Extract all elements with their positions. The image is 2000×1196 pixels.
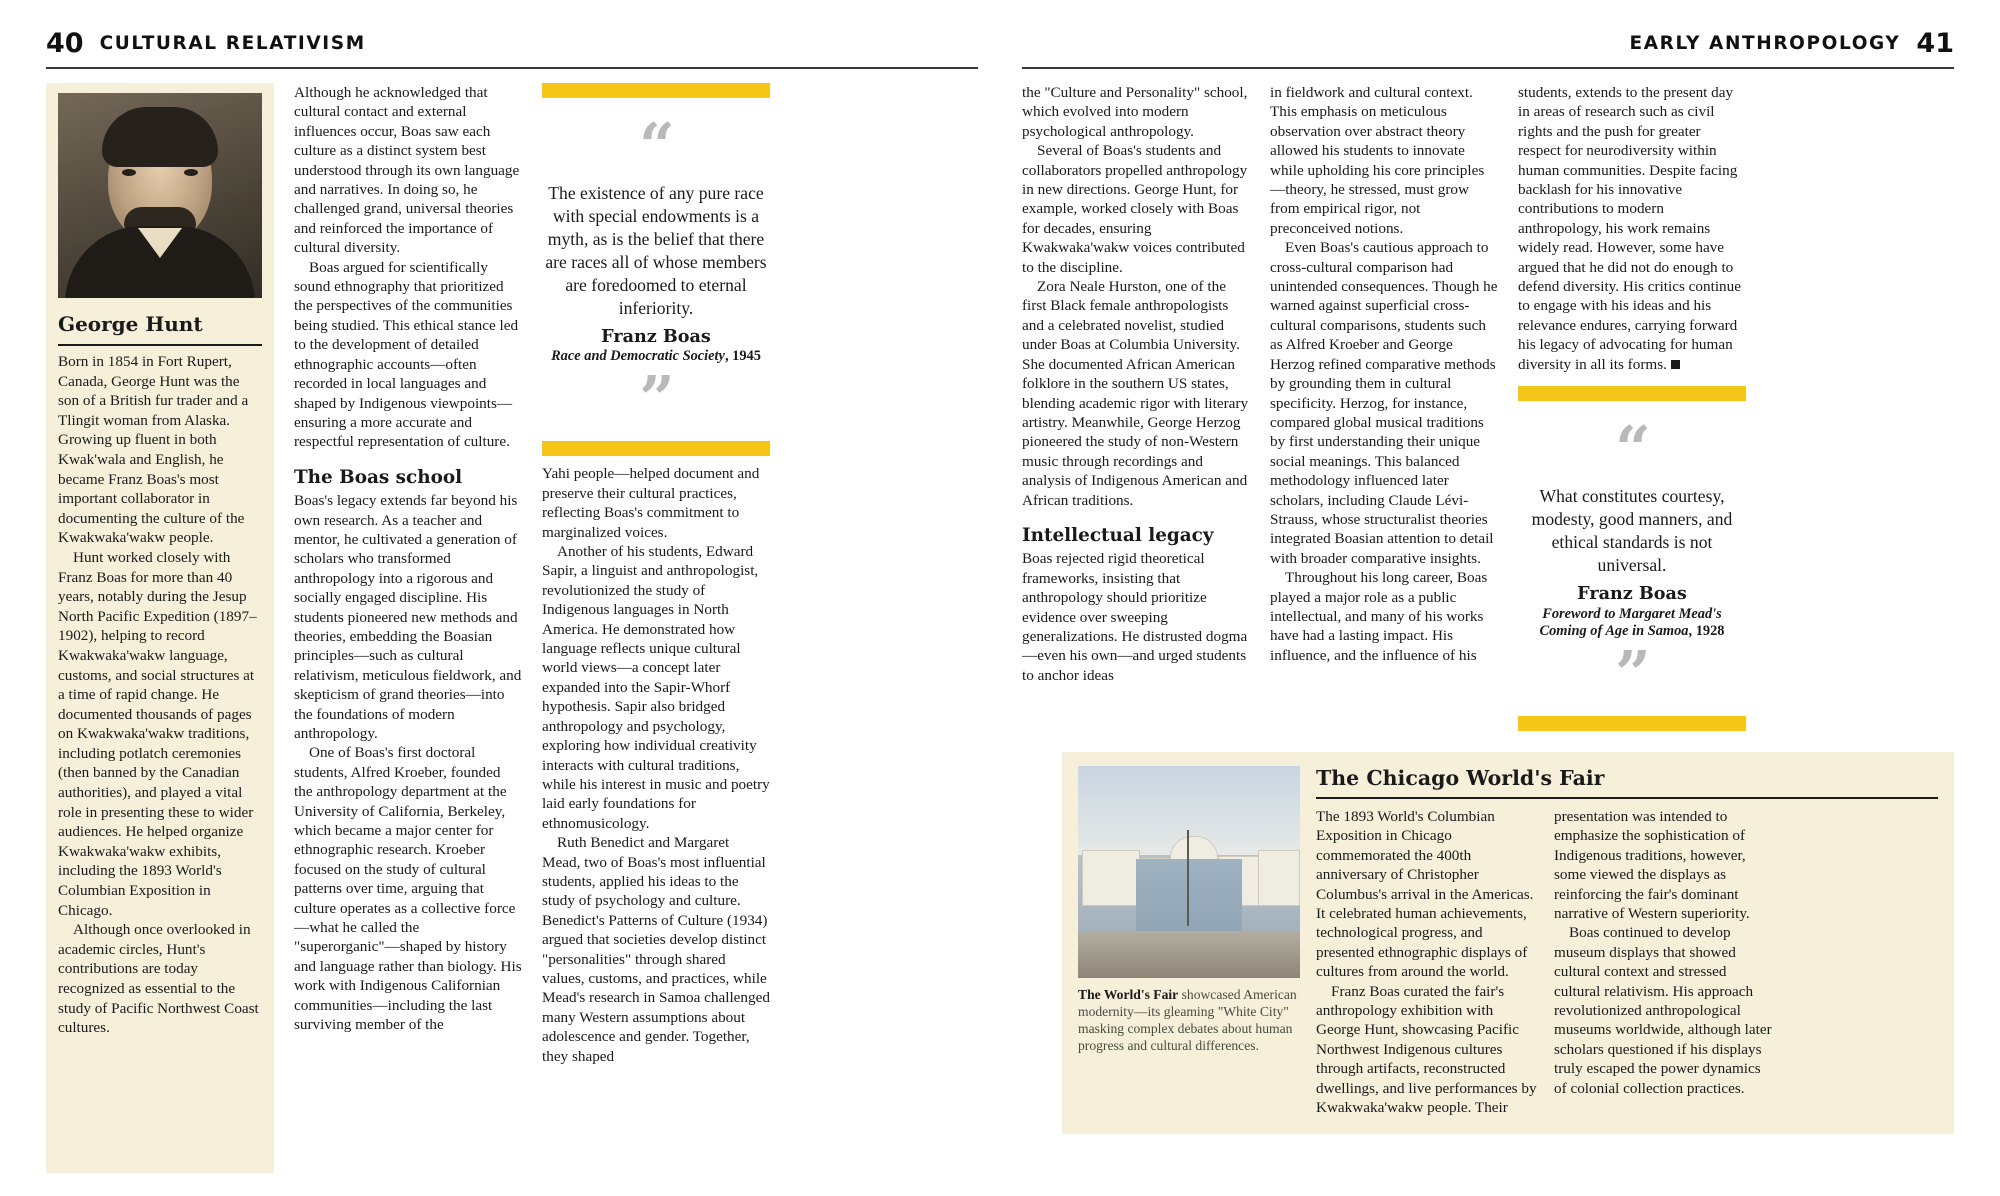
body-paragraph: the "Culture and Personality" school, which evolved into modern psychological anthropology.: [1022, 84, 1248, 140]
body-paragraph: Several of Boas's students and collaborators propelled anthropology in new directions. George Hunt, for example, worked closely with Boas for decades, ensuring Kwakwaka'wakw voices contributed to the discipline.: [1022, 142, 1248, 276]
chicago-worlds-fair-feature: [1062, 752, 1954, 1134]
figure-caption-text: showcased American modernity—its gleaming "White City" masking complex debates about human progress and cultural differences.: [1078, 987, 1297, 1053]
pull-quote-source-year: , 1945: [724, 348, 761, 365]
feature-paragraph: presentation was intended to emphasize the sophistication of Indigenous traditions, however, some viewed the displays as reinforcing the fair's dominant narrative of Western superiority.: [1554, 808, 1750, 923]
figure-caption: [1078, 986, 1300, 1054]
body-paragraph: Zora Neale Hurston, one of the first Black female anthropologists and a celebrated novelist, studied under Boas at Columbia University. She documented African American folklore in the southern US states, blending academic rigor with literary artistry. Meanwhile, George Herzog pioneered the study of non-Western music through recordings and analysis of Indigenous American and African traditions.: [1022, 278, 1249, 509]
feature-paragraph: Franz Boas curated the fair's anthropology exhibition with George Hunt, showcasing Pacific Northwest Indigenous cultures through artifacts, reconstructed dwellings, and live performances by Kwakwaka'wakw people. Their: [1316, 982, 1537, 1117]
chapter-title-left: CULTURAL RELATIVISM: [99, 33, 366, 54]
quote-close-icon: ”: [1615, 636, 1649, 710]
accent-bar-top: [542, 83, 770, 98]
pull-quote-source-title: Race and Democratic Society: [551, 348, 725, 365]
feature-paragraph: Boas continued to develop museum displays that showed cultural context and stressed cultural relativism. His approach revolutionized anthropological museums worldwide, although later scholars questioned if his displays truly escaped the power dynamics of colonial collection practices.: [1554, 924, 1772, 1097]
body-paragraph: Even Boas's cautious approach to cross-cultural comparison had unintended consequences. Though he warned against superficial cross-cultural comparisons, students such as Alfred Kroeber and George Herzog refined comparative methods by grounding them in cultural specificity. Herzog, for instance, compared global musical traditions by first understanding their unique social meanings. This balanced methodology influenced later scholars, including Claude Lévi-Strauss, whose structuralist theories integrated Boasian attention to detail with broader comparative insights.: [1270, 239, 1498, 567]
body-paragraph: in fieldwork and cultural context. This emphasis on meticulous observation over abstract theory allowed his students to innovate while upholding his core principles—theory, he stressed, must grow from empirical rigor, not preconceived notions.: [1270, 84, 1485, 237]
george-hunt-portrait: [58, 93, 262, 298]
pull-quote-attribution: Franz Boas: [601, 326, 711, 347]
pull-quote-text: What constitutes courtesy, modesty, good manners, and ethical standards is not universal.: [1531, 486, 1733, 576]
body-paragraph: Although he acknowledged that cultural contact and external influences occur, Boas saw each culture as a distinct system best understood through its own language and narratives. In doing so, he challenged grand, universal theories and reinforced the importance of cultural diversity.: [294, 84, 520, 257]
worlds-fair-figure: [1078, 766, 1300, 1118]
pull-quote-attribution: Franz Boas: [1577, 583, 1687, 605]
body-paragraph: Another of his students, Edward Sapir, a linguist and anthropologist, revolutionized the study of Indigenous languages in North America. He demonstrated how language reflects unique cultural world views—a concept later expanded into the Sapir-Whorf hypothesis. Sapir also bridged anthropology and psychology, exploring how individual creativity interacts with cultural traditions, while his interest in music and poetry laid early foundations for ethnomusicology.: [542, 543, 770, 832]
accent-bar-bottom: [542, 441, 770, 456]
feature-column-1: [1316, 807, 1538, 1118]
page-number-left: 40: [46, 28, 84, 59]
sidebar-paragraph: Although once overlooked in academic circles, Hunt's contributions are today recognized as essential to the study of Pacific Northwest Coast cultures.: [58, 921, 259, 1037]
feature-column-2: [1554, 807, 1776, 1118]
sidebar-paragraph: Born in 1854 in Fort Rupert, Canada, George Hunt was the son of a British fur trader and a Tlingit woman from Alaska. Growing up fluent in both Kwak'wala and English, he became Franz Boas's most important collaborator in documenting the culture of the Kwakwaka'wakw people.: [58, 353, 249, 547]
body-paragraph: Ruth Benedict and Margaret Mead, two of Boas's most influential students, applied his ideas to the study of psychology and culture. Benedict's Patterns of Culture (1934) argued that societies develop distinct "personalities" through shared values, customs, and practices, while Mead's research in Samoa challenged many Western assumptions about adolescence and gender. Together, they shaped: [542, 834, 770, 1065]
body-paragraph-text: students, extends to the present day in areas of research such as civil rights and the push for greater respect for neurodiversity within human communities. Despite facing backlash for his innovative contributions to modern anthropology, his work remains widely read. However, some have argued that he did not do enough to defend diversity. His critics continue to engage with his ideas and his relevance endures, carrying forward his legacy of advocating for human diversity in all its forms.: [1518, 84, 1741, 373]
section-subhead: Intellectual legacy: [1022, 524, 1214, 546]
end-of-article-mark: [1671, 360, 1680, 369]
body-paragraph: Boas's legacy extends far beyond his own research. As a teacher and mentor, he cultivated a generation of scholars who transformed anthropology into a rigorous and socially engaged discipline. His students pioneered new methods and theories, embedding the Boasian principles—such as cultural relativism, meticulous fieldwork, and skepticism of grand theories—into the foundations of modern anthropology.: [294, 492, 522, 742]
worlds-fair-illustration: [1078, 766, 1300, 978]
body-paragraph: Yahi people—helped document and preserve their cultural practices, reflecting Boas's commitment to marginalized voices.: [542, 465, 760, 541]
feature-paragraph: The 1893 World's Columbian Exposition in Chicago commemorated the 400th anniversary of Christopher Columbus's arrival in the Americas. It celebrated human achievements, technological progress, and presented ethnographic displays of cultures from around the world.: [1316, 808, 1534, 981]
left-body-column-3: [542, 83, 770, 1173]
pull-quote-text: The existence of any pure race with special endowments is a myth, as is the belief that there are races all of whose members are foredoomed to eternal inferiority.: [545, 183, 767, 318]
left-columns: [46, 83, 978, 1173]
body-paragraph: [1518, 83, 1746, 374]
feature-box: [1062, 752, 1954, 1134]
body-paragraph: Boas rejected rigid theoretical frameworks, insisting that anthropology should prioritize evidence over sweeping generalizations. He distrusted dogma—even his own—and urged students to anchor ideas: [1022, 550, 1248, 684]
sidebar-heading: George Hunt: [58, 312, 262, 346]
left-running-head: [46, 28, 978, 69]
george-hunt-sidebar: [46, 83, 274, 1173]
left-body-column-2: [294, 83, 522, 1173]
pull-quote-boas-race: [542, 83, 770, 456]
body-paragraph: Boas argued for scientifically sound ethnography that prioritized the perspectives of the communities being studied. This ethical stance led to the development of detailed ethnographic accounts—often recorded in local languages and shaped by Indigenous viewpoints—ensuring a more accurate and respectful representation of culture.: [294, 258, 519, 451]
page-number-right: 41: [1916, 28, 1954, 59]
accent-bar-top: [1518, 386, 1746, 401]
right-running-head: [1022, 28, 1954, 69]
body-paragraph: One of Boas's first doctoral students, Alfred Kroeber, founded the anthropology department at the University of California, Berkeley, which became a major center for ethnographic research. Kroeber focused on the study of cultural patterns over time, arguing that culture operates as a collective force—what he called the "superorganic"—shaped by history and language rather than biology. His work with Indigenous Californian communities—including the last surviving member of the: [294, 744, 522, 1034]
pull-quote-source-title: Foreword to Margaret Mead's Coming of Age in Samoa: [1539, 605, 1722, 639]
quote-close-icon: ”: [639, 362, 673, 436]
body-paragraph: Throughout his long career, Boas played a major role as a public intellectual, and many of his works have had a lasting impact. His influence, and the influence of his: [1270, 569, 1488, 664]
pull-quote-source-year: , 1928: [1688, 622, 1725, 639]
pull-quote-source: [1518, 606, 1746, 640]
feature-title: The Chicago World's Fair: [1316, 766, 1938, 799]
sidebar-paragraph: Hunt worked closely with Franz Boas for more than 40 years, notably during the Jesup North Pacific Expedition (1897–1902), helping to record Kwakwaka'wakw language, customs, and social structures at a time of rapid change. He documented thousands of pages on Kwakwaka'wakw traditions, including potlatch ceremonies (then banned by the Canadian authorities), and played a vital role in presenting these to wider audiences. He helped organize Kwakwaka'wakw exhibits, including the 1893 World's Columbian Exposition in Chicago.: [58, 548, 257, 919]
quote-open-icon: “: [1615, 412, 1649, 486]
chapter-title-right: EARLY ANTHROPOLOGY: [1629, 33, 1901, 54]
quote-open-icon: “: [639, 109, 673, 182]
accent-bar-bottom: [1518, 716, 1746, 731]
pull-quote-boas-courtesy: [1518, 386, 1746, 730]
section-subhead: The Boas school: [294, 466, 463, 488]
figure-caption-lead: The World's Fair: [1078, 987, 1179, 1002]
